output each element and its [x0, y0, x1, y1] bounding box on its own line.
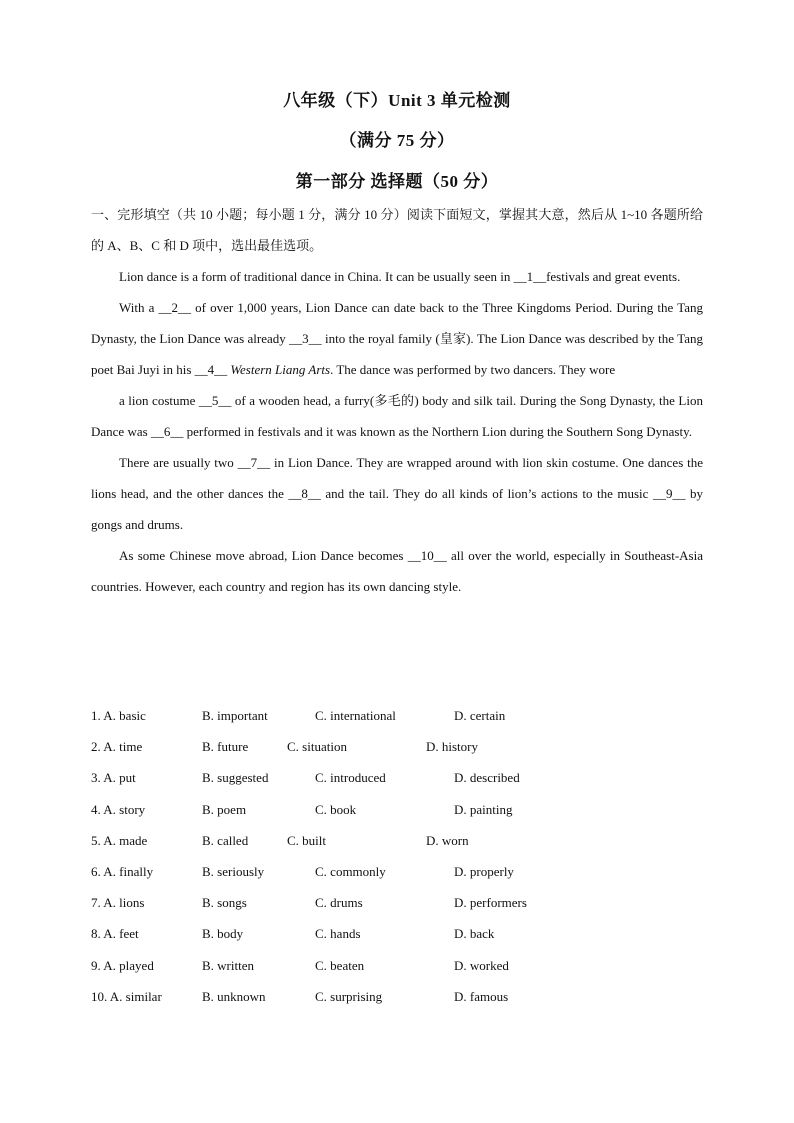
option-a: 2. A. time [91, 739, 143, 755]
option-a: 9. A. played [91, 957, 154, 973]
option-b: B. called [202, 832, 249, 848]
option-a: 5. A. made [91, 832, 148, 848]
option-a: 3. A. put [91, 770, 136, 786]
option-d: D. worn [426, 832, 469, 848]
option-c: C. built [287, 832, 327, 848]
option-row [91, 981, 703, 1012]
passage-paragraph-2 [91, 292, 703, 385]
option-c: C. hands [315, 926, 361, 942]
option-d: D. history [426, 739, 478, 755]
option-c: C. beaten [315, 957, 365, 973]
part-heading: 第一部分 选择题（50 分） [295, 172, 499, 191]
option-d: D. described [454, 770, 520, 786]
option-b: B. important [202, 708, 268, 723]
poem-title: Western Liang Arts [230, 362, 331, 377]
passage-paragraph-5: As some Chinese move abroad, Lion Dance becomes __10__ all over the world, especially in Southeast-Asia countries. However, each country and region has its own dancing style. [91, 548, 703, 594]
option-b: B. suggested [202, 770, 269, 786]
passage-paragraph-2-tail: . The dance was performed by two dancers. They wore [330, 362, 616, 377]
option-row [91, 700, 703, 731]
option-b: B. body [202, 926, 244, 942]
option-a: 6. A. finally [91, 863, 154, 879]
option-row [91, 731, 703, 762]
option-row [91, 950, 703, 981]
option-d: D. back [454, 926, 495, 942]
option-d: D. performers [454, 895, 527, 911]
option-b: B. written [202, 957, 254, 973]
exam-total-score: （满分 75 分） [339, 131, 455, 150]
option-c: C. commonly [315, 863, 386, 879]
option-d: D. properly [454, 863, 514, 879]
passage-paragraph-2-text: With a __2__ of over 1,000 years, Lion Dance can date back to the Three Kingdoms Period. During the Tang Dynasty, the Lion Dance was already __3__ into the royal family (皇家). The Lion Dance was described by the Tang poet Bai Juyi in his __4__ [91, 300, 703, 377]
option-a: 8. A. feet [91, 926, 139, 942]
option-b: B. songs [202, 895, 247, 911]
option-b: B. future [202, 739, 249, 755]
option-c: C. situation [287, 739, 347, 755]
option-row [91, 887, 703, 918]
passage-paragraph-1: Lion dance is a form of traditional dance in China. It can be usually seen in __1__festivals and great events. [119, 269, 681, 284]
passage-paragraph-3: a lion costume __5__ of a wooden head, a furry(多毛的) body and silk tail. During the Song Dynasty, the Lion Dance was __6__ performed in festivals and it was known as the Northern Lion during the Southern Song Dynasty. [91, 393, 703, 439]
reading-section [91, 199, 703, 602]
answer-options [91, 700, 703, 1012]
option-a: 4. A. story [91, 801, 146, 817]
option-c: C. international [315, 708, 396, 723]
option-row [91, 762, 703, 793]
passage-paragraph-4: There are usually two __7__ in Lion Dance. They are wrapped around with lion skin costume. One dances the lions head, and the other dances the __8__ and the tail. They do all kinds of lion’s actions to the music __9__ by gongs and drums. [91, 455, 703, 532]
option-d: D. certain [454, 708, 506, 723]
option-c: C. book [315, 801, 357, 817]
option-b: B. unknown [202, 988, 266, 1004]
option-row [91, 794, 703, 825]
option-b: B. poem [202, 801, 247, 817]
option-a: 10. A. similar [91, 988, 162, 1004]
option-row [91, 856, 703, 887]
option-d: D. famous [454, 988, 509, 1004]
option-b: B. seriously [202, 863, 265, 879]
option-c: C. drums [315, 895, 363, 911]
option-c: C. surprising [315, 988, 383, 1004]
option-c: C. introduced [315, 770, 386, 786]
option-row [91, 825, 703, 856]
option-row [91, 918, 703, 949]
option-d: D. painting [454, 801, 513, 817]
option-a: 7. A. lions [91, 895, 145, 911]
section-instruction: 一、完形填空（共 10 小题；每小题 1 分，满分 10 分）阅读下面短文，掌握其大意，然后从 1~10 各题所给的 A、B、C 和 D 项中，选出最佳选项。 [91, 207, 703, 253]
option-d: D. worked [454, 957, 509, 973]
exam-title: 八年级（下）Unit 3 单元检测 [283, 91, 511, 110]
option-a: 1. A. basic [91, 708, 146, 723]
